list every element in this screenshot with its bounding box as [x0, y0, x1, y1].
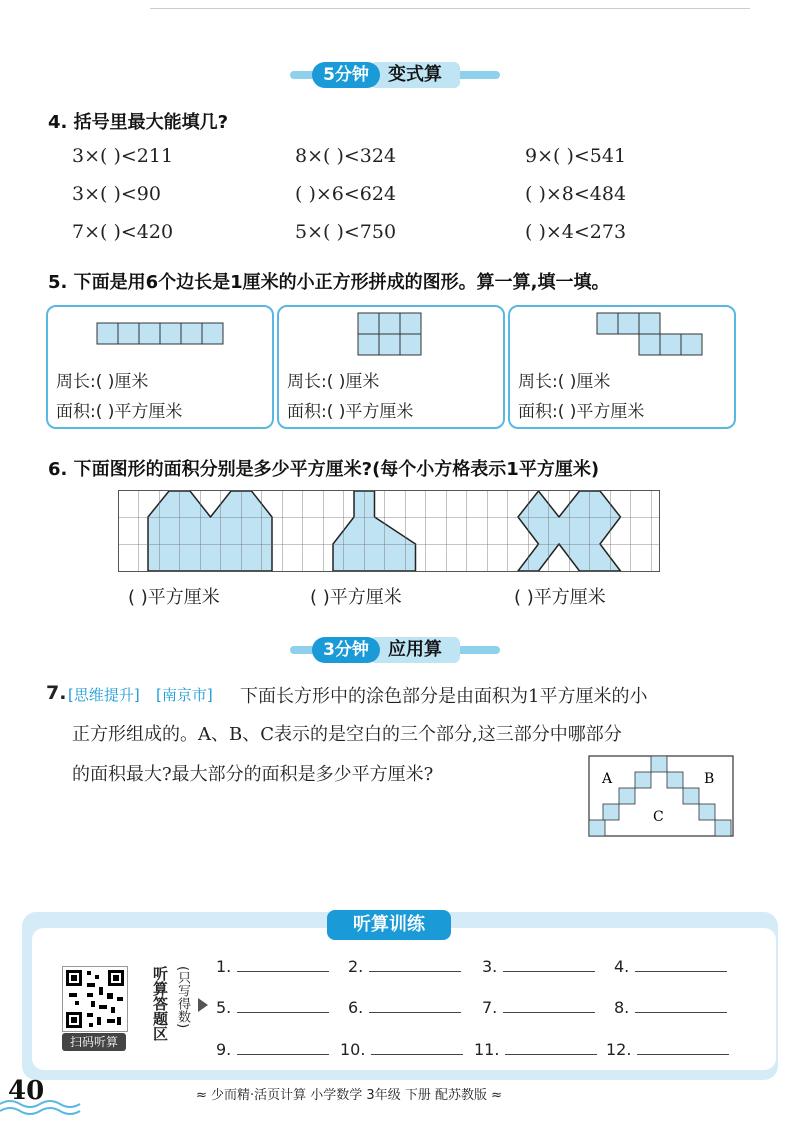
blank-number: 1.: [216, 957, 232, 976]
blank-number: 6.: [348, 998, 364, 1017]
label-b: B: [704, 771, 715, 787]
shape-staircase: [596, 312, 706, 358]
blank-number: 3.: [482, 957, 498, 976]
answer-blank-1[interactable]: [216, 957, 329, 976]
answer-area-note: (只写得数): [175, 966, 190, 1029]
qr-code[interactable]: [62, 966, 128, 1032]
q4-expr: 7×( )<420: [72, 221, 174, 243]
blank-number: 8.: [614, 998, 630, 1017]
blank-number: 2.: [348, 957, 364, 976]
listening-title: 听算训练: [327, 910, 451, 940]
q4-expr: 3×( )<211: [72, 145, 174, 167]
q6-grid: [118, 490, 660, 576]
section-label: 变式算: [370, 62, 460, 88]
blank-number: 5.: [216, 998, 232, 1017]
q4-expr: 5×( )<750: [295, 221, 397, 243]
answer-blank-12[interactable]: [606, 1040, 729, 1059]
page-number: 40: [8, 1076, 45, 1106]
q5-title: 5. 下面是用6个边长是1厘米的小正方形拼成的图形。算一算,填一填。: [48, 272, 610, 293]
section-label: 应用算: [370, 637, 460, 663]
answer-blank-5[interactable]: [216, 998, 329, 1017]
blank-number: 4.: [614, 957, 630, 976]
answer-blank-9[interactable]: [216, 1040, 329, 1059]
perimeter-label: 周长:( )厘米: [518, 372, 611, 392]
q4-title: 4. 括号里最大能填几?: [48, 112, 229, 133]
q5-card-3: [508, 305, 736, 429]
top-rule: [150, 8, 750, 9]
wave-decoration: [0, 1098, 90, 1118]
answer-blank-2[interactable]: [348, 957, 461, 976]
blank-number: 12.: [606, 1040, 632, 1059]
area-label: 面积:( )平方厘米: [518, 402, 645, 422]
q7-line-1: 下面长方形中的涂色部分是由面积为1平方厘米的小: [240, 686, 648, 707]
q7-number: 7.: [46, 682, 67, 704]
perimeter-label: 周长:( )厘米: [287, 372, 380, 392]
q7-line-3: 的面积最大?最大部分的面积是多少平方厘米?: [72, 764, 434, 785]
answer-blank-4[interactable]: [614, 957, 727, 976]
section-header-2: [290, 637, 500, 663]
answer-blank-3[interactable]: [482, 957, 595, 976]
blank-number: 9.: [216, 1040, 232, 1059]
qr-label: 扫码听算: [62, 1033, 126, 1051]
q6-answer-3: ( )平方厘米: [514, 587, 606, 608]
section-header-1: [290, 62, 500, 88]
perimeter-label: 周长:( )厘米: [56, 372, 149, 392]
q4-expr: ( )×6<624: [295, 183, 397, 205]
answer-blank-8[interactable]: [614, 998, 727, 1017]
label-c: C: [653, 809, 664, 825]
q7-tag-city: [南京市]: [156, 686, 213, 704]
q7-tag-thinking: [思维提升]: [68, 686, 140, 704]
q7-figure: [588, 755, 734, 837]
section-time: 5分钟: [312, 62, 380, 88]
section-time: 3分钟: [312, 637, 380, 663]
q5-card-2: [277, 305, 505, 429]
q4-expr: ( )×4<273: [525, 221, 627, 243]
q4-expr: 3×( )<90: [72, 183, 161, 205]
blank-number: 10.: [340, 1040, 366, 1059]
answer-blank-7[interactable]: [482, 998, 595, 1017]
q4-expr: 8×( )<324: [295, 145, 397, 167]
q4-expr: 9×( )<541: [525, 145, 627, 167]
q4-expr: ( )×8<484: [525, 183, 627, 205]
q6-answer-1: ( )平方厘米: [128, 587, 220, 608]
arrow-icon: [198, 998, 208, 1012]
answer-blank-11[interactable]: [474, 1040, 597, 1059]
blank-number: 11.: [474, 1040, 500, 1059]
answer-blank-6[interactable]: [348, 998, 461, 1017]
shape-2x3: [357, 312, 423, 358]
blank-number: 7.: [482, 998, 498, 1017]
q6-title: 6. 下面图形的面积分别是多少平方厘米?(每个小方格表示1平方厘米): [48, 459, 600, 480]
area-label: 面积:( )平方厘米: [56, 402, 183, 422]
shape-1x6: [96, 322, 226, 346]
q7-line-2: 正方形组成的。A、B、C表示的是空白的三个部分,这三部分中哪部分: [72, 724, 622, 745]
label-a: A: [602, 771, 613, 787]
answer-area-title: 听算答题区: [151, 966, 169, 1041]
q5-card-1: [46, 305, 274, 429]
footer-text: ≈ 少而精·活页计算 小学数学 3年级 下册 配苏教版 ≈: [196, 1088, 502, 1103]
answer-blank-10[interactable]: [340, 1040, 463, 1059]
area-label: 面积:( )平方厘米: [287, 402, 414, 422]
q6-answer-2: ( )平方厘米: [310, 587, 402, 608]
